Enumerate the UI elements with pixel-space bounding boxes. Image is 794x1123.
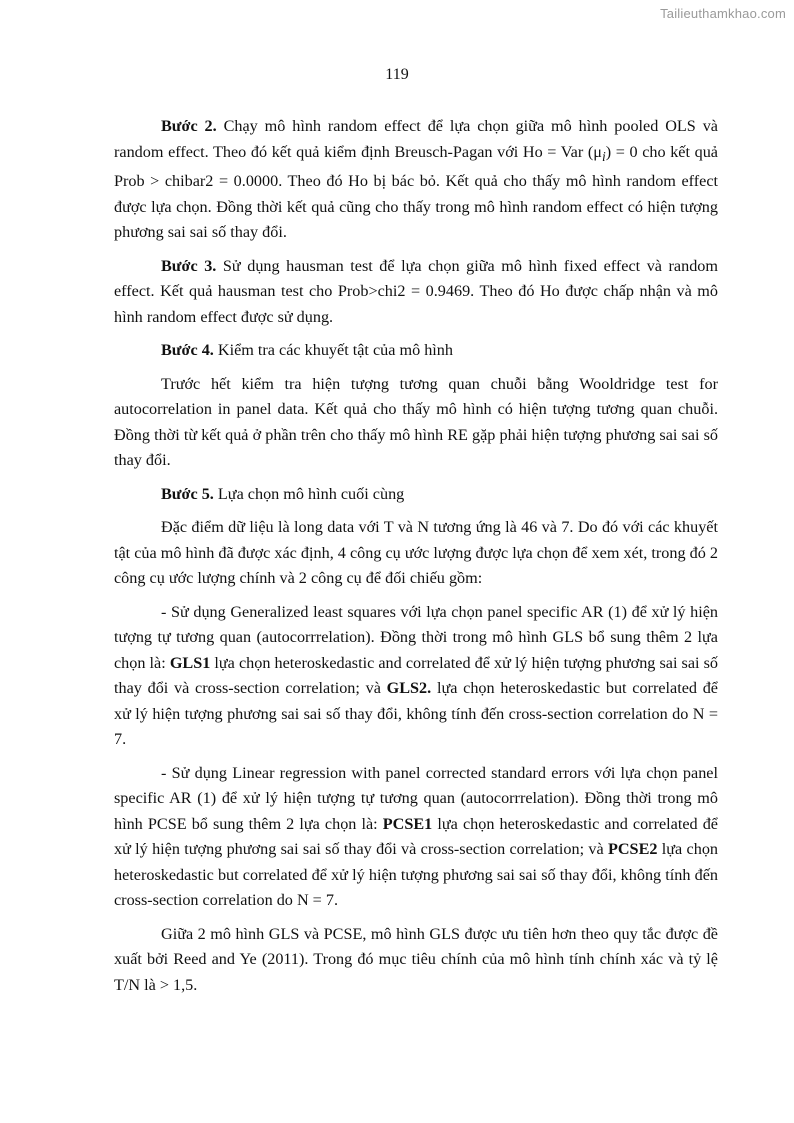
gls-text-d: lựa chọn heteroskedastic but correlated để xử lý hiện tượng phương sai sai số thay đổi, không tính đến cross-section correlation do N = 7. (114, 679, 718, 749)
gls2-label: GLS2. (386, 679, 432, 698)
paragraph-autocorrelation: Trước hết kiểm tra hiện tượng tương quan chuỗi bằng Wooldridge test for autocorrelation in panel data. Kết quả cho thấy mô hình có hiện tượng tương quan chuỗi. Đồng thời từ kết quả ở phần trên cho thấy mô hình RE gặp phải hiện tượng phương sai sai số thay đổi. (114, 374, 718, 470)
mu-symbol: μ (593, 142, 602, 161)
pcse-text-a: - Sử dụng Linear regression with panel corrected standard errors với lựa chọn panel specific AR (1) để xử lý hiện tượng tự tương quan (autocorrrelation). Đồng thời trong mô hình PCSE bổ sung thêm 2 lựa chọn là: (114, 763, 718, 833)
step-2-label: Bước 2. (161, 117, 217, 135)
step-3-label: Bước 3. (161, 256, 217, 275)
step-2-text-a: Chạy mô hình random effect để lựa chọn giữa mô hình pooled OLS và random effect. Theo đó kết quả kiểm định Breusch-Pagan với Ho = Var ( (114, 117, 718, 161)
pcse2-label: PCSE2 (607, 840, 658, 859)
step-2-text-b: ) = 0 cho kết quả Prob > chibar2 = 0.0000. Theo đó Ho bị bác bỏ. Kết quả cho thấy mô hình random effect được lựa chọn. Đồng thời kết quả cũng cho thấy trong mô hình random effect có hiện tượng phương sai sai số thay đổi. (114, 142, 718, 242)
paragraph-step-2 (114, 114, 718, 246)
paragraph-pcse (114, 761, 718, 914)
paragraph-gls (114, 600, 718, 753)
step-5-text: Lựa chọn mô hình cuối cùng (213, 484, 405, 503)
step-5-label: Bước 5. (161, 484, 214, 503)
pcse-text-c: lựa chọn heteroskedastic and correlated để xử lý hiện tượng phương sai sai số thay đổi và cross-section correlation; và (114, 814, 718, 859)
page-body (114, 114, 718, 1006)
watermark: Tailieuthamkhao.com (660, 6, 786, 21)
page-number: 119 (385, 66, 409, 83)
paragraph-data-characteristics: Đặc điểm dữ liệu là long data với T và N tương ứng là 46 và 7. Do đó với các khuyết tật của mô hình đã được xác định, 4 công cụ ước lượng được lựa chọn để xem xét, trong đó 2 công cụ ước lượng chính và 2 công cụ để đối chiếu gồm: (114, 518, 718, 588)
step-4-label: Bước 4. (161, 341, 214, 360)
pcse-text-d: lựa chọn heteroskedastic but correlated để xử lý hiện tượng phương sai sai số thay đổi, không tính đến cross-section correlation do N = 7. (114, 840, 719, 910)
gls1-label: GLS1 (169, 653, 211, 672)
pcse1-label: PCSE1 (382, 814, 433, 833)
paragraph-step-3 (114, 254, 718, 331)
step-4-text: Kiểm tra các khuyết tật của mô hình (213, 341, 453, 360)
gls-text-c: lựa chọn heteroskedastic and correlated để xử lý hiện tượng phương sai sai số thay đổi và cross-section correlation; và (114, 653, 718, 698)
step-3-text: Sử dụng hausman test để lựa chọn giữa mô hình fixed effect và random effect. Kết quả hausman test cho Prob>chi2 = 0.9469. Theo đó Ho được chấp nhận và mô hình random effect được sử dụng. (114, 256, 718, 326)
mu-subscript: i (601, 148, 606, 164)
paragraph-step-4 (114, 338, 718, 364)
paragraph-final: Giữa 2 mô hình GLS và PCSE, mô hình GLS được ưu tiên hơn theo quy tắc được đề xuất bởi Reed and Ye (2011). Trong đó mục tiêu chính của mô hình tính chính xác và tỷ lệ T/N là > 1,5. (114, 924, 718, 994)
paragraph-step-5 (114, 482, 718, 508)
gls-text-a: - Sử dụng Generalized least squares với lựa chọn panel specific AR (1) để xử lý hiện tượng tự tương quan (autocorrrelation). Đồng thời trong mô hình GLS bổ sung thêm 2 lựa chọn là: (114, 602, 718, 672)
